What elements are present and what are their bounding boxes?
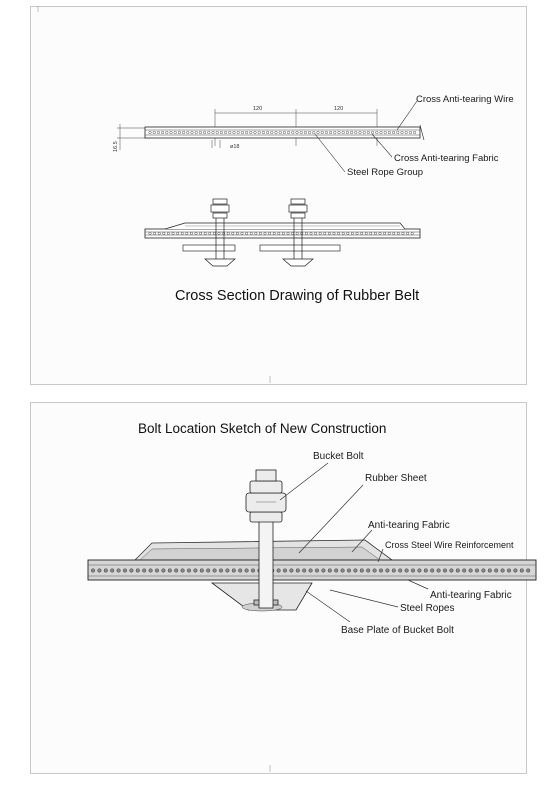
steel-rope [514, 569, 518, 573]
steel-rope [232, 569, 236, 573]
steel-rope [206, 569, 210, 573]
steel-rope [315, 569, 319, 573]
steel-rope [379, 569, 383, 573]
steel-rope [200, 569, 204, 573]
steel-rope [219, 569, 223, 573]
steel-rope [174, 569, 178, 573]
steel-rope [424, 569, 428, 573]
steel-rope [526, 569, 530, 573]
steel-rope [360, 569, 364, 573]
steel-rope [334, 569, 338, 573]
steel-rope [162, 569, 166, 573]
steel-rope [213, 569, 217, 573]
steel-rope [155, 569, 159, 573]
steel-rope [168, 569, 172, 573]
steel-ropes-row [91, 569, 530, 573]
steel-rope [392, 569, 396, 573]
steel-rope [488, 569, 492, 573]
steel-rope [386, 569, 390, 573]
steel-rope [322, 569, 326, 573]
steel-rope [456, 569, 460, 573]
steel-rope [469, 569, 473, 573]
steel-rope [91, 569, 95, 573]
top-panel-title: Cross Section Drawing of Rubber Belt [175, 288, 420, 304]
label-cross-antitearing-wire: Cross Anti-tearing Wire [416, 94, 514, 105]
steel-rope [347, 569, 351, 573]
dimension-thickness: 16.5 [113, 141, 119, 152]
steel-rope [296, 569, 300, 573]
steel-rope [194, 569, 198, 573]
dimension-rope-diameter: ø18 [230, 144, 240, 150]
label-cross-steel-wire: Cross Steel Wire Reinforcement [385, 540, 514, 550]
steel-rope [290, 569, 294, 573]
steel-rope [366, 569, 370, 573]
label-rubber-sheet: Rubber Sheet [365, 473, 427, 484]
steel-rope [520, 569, 524, 573]
steel-rope [475, 569, 479, 573]
steel-rope [341, 569, 345, 573]
steel-rope [450, 569, 454, 573]
steel-rope [123, 569, 127, 573]
steel-rope [104, 569, 108, 573]
steel-rope [430, 569, 434, 573]
steel-rope [494, 569, 498, 573]
steel-rope [411, 569, 415, 573]
steel-rope [245, 569, 249, 573]
steel-rope [482, 569, 486, 573]
label-antitearing-fabric: Anti-tearing Fabric [368, 520, 450, 531]
label-bucket-bolt: Bucket Bolt [313, 451, 364, 462]
steel-rope [405, 569, 409, 573]
steel-rope [136, 569, 140, 573]
bottom-panel-title: Bolt Location Sketch of New Construction [138, 421, 387, 436]
steel-rope [110, 569, 114, 573]
steel-rope [354, 569, 358, 573]
steel-rope [251, 569, 255, 573]
steel-rope [443, 569, 447, 573]
steel-rope [418, 569, 422, 573]
label-steel-rope-group: Steel Rope Group [347, 167, 424, 178]
steel-rope [277, 569, 281, 573]
steel-rope [117, 569, 121, 573]
label-base-plate: Base Plate of Bucket Bolt [341, 625, 454, 636]
label-antitearing-fabric-right: Anti-tearing Fabric [430, 590, 512, 601]
steel-rope [398, 569, 402, 573]
steel-rope [328, 569, 332, 573]
steel-rope [238, 569, 242, 573]
dimension-span-right: 120 [334, 106, 344, 112]
steel-rope [437, 569, 441, 573]
label-steel-ropes: Steel Ropes [400, 603, 455, 614]
steel-rope [462, 569, 466, 573]
steel-rope [507, 569, 511, 573]
steel-rope [187, 569, 191, 573]
steel-rope [373, 569, 377, 573]
steel-rope [283, 569, 287, 573]
steel-rope [302, 569, 306, 573]
steel-rope [142, 569, 146, 573]
steel-rope [309, 569, 313, 573]
steel-rope [130, 569, 134, 573]
steel-rope [149, 569, 153, 573]
label-cross-antitearing-fabric: Cross Anti-tearing Fabric [394, 153, 499, 164]
steel-rope [181, 569, 185, 573]
steel-rope [501, 569, 505, 573]
dimension-span-left: 120 [253, 106, 263, 112]
steel-rope [98, 569, 102, 573]
steel-rope [226, 569, 230, 573]
